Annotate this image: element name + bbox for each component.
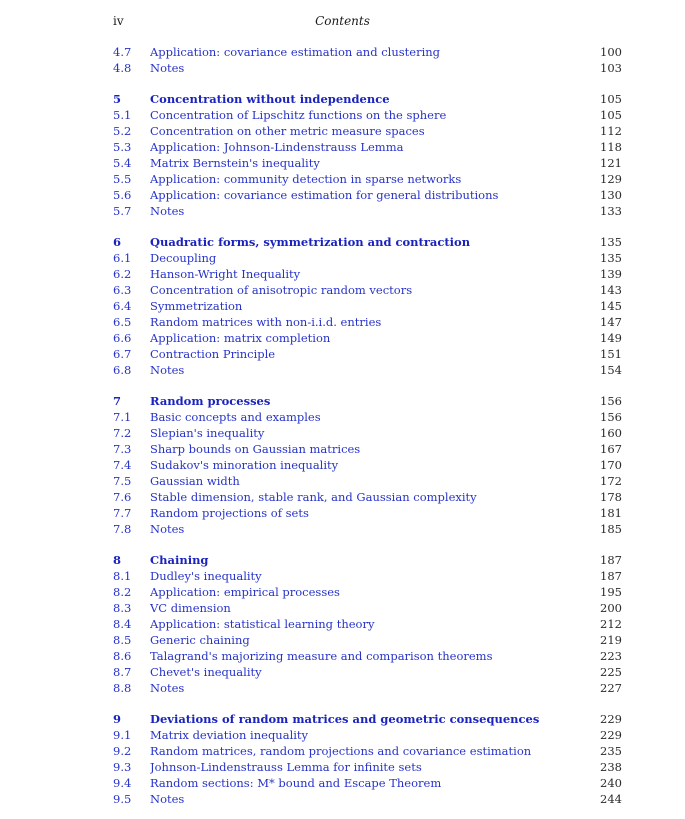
toc-entry[interactable] xyxy=(113,330,622,346)
toc-entry-title: Sudakov's minoration inequality xyxy=(150,458,339,472)
toc-entry-number: 8.2 xyxy=(113,585,132,599)
toc-entry-title: Concentration on other metric measure spaces xyxy=(150,124,425,138)
page-header-title: Contents xyxy=(315,14,370,28)
toc-entry-number: 8.6 xyxy=(113,649,132,663)
toc-entry[interactable] xyxy=(113,409,622,425)
toc-entry-page: 156 xyxy=(600,410,622,424)
toc-entry-number: 5 xyxy=(113,92,122,106)
toc-entry-page: 238 xyxy=(600,760,622,774)
toc-entry[interactable] xyxy=(113,489,622,505)
toc-entry-number: 8.5 xyxy=(113,633,132,647)
toc-entry-page: 154 xyxy=(600,363,622,377)
toc-entry-page: 135 xyxy=(600,235,622,249)
toc-entry-page: 147 xyxy=(600,315,622,329)
toc-entry-title: Decoupling xyxy=(150,251,217,265)
toc-entry-page: 139 xyxy=(600,267,622,281)
toc-entry[interactable] xyxy=(113,123,622,139)
toc-entry-title: Notes xyxy=(150,792,185,806)
toc-entry-number: 7.1 xyxy=(113,410,132,424)
toc-entry-page: 129 xyxy=(600,172,622,186)
toc-entry-number: 7.3 xyxy=(113,442,132,456)
toc-entry-page: 185 xyxy=(600,522,622,536)
toc-entry[interactable] xyxy=(113,346,622,362)
toc-entry-number: 5.7 xyxy=(113,204,132,218)
toc-entry-title: Slepian's inequality xyxy=(150,426,265,440)
toc-entry[interactable] xyxy=(113,632,622,648)
toc-entry[interactable] xyxy=(113,171,622,187)
toc-entry-page: 172 xyxy=(600,474,622,488)
toc-entry-page: 143 xyxy=(600,283,622,297)
toc-entry-title: Quadratic forms, symmetrization and contraction xyxy=(150,235,471,249)
toc-entry-page: 244 xyxy=(600,792,622,806)
toc-entry-title: Random processes xyxy=(150,394,271,408)
toc-entry-number: 4.8 xyxy=(113,61,132,75)
toc-entry[interactable] xyxy=(113,775,622,791)
toc-entry-page: 212 xyxy=(600,617,622,631)
toc-entry[interactable] xyxy=(113,107,622,123)
toc-entry-page: 200 xyxy=(600,601,622,615)
toc-entry-number: 8.4 xyxy=(113,617,132,631)
toc-entry[interactable] xyxy=(113,250,622,266)
toc-entry-number: 9.3 xyxy=(113,760,132,774)
toc-entry[interactable] xyxy=(113,298,622,314)
toc-entry-number: 5.2 xyxy=(113,124,132,138)
toc-entry-title: Talagrand's majorizing measure and comparison theorems xyxy=(150,649,493,663)
toc-entry[interactable] xyxy=(113,759,622,775)
toc-entry[interactable] xyxy=(113,791,622,807)
toc-entry[interactable] xyxy=(113,584,622,600)
toc-entry-title: Concentration of anisotropic random vectors xyxy=(150,283,413,297)
toc-entry-page: 187 xyxy=(600,553,622,567)
toc-list xyxy=(113,44,622,807)
toc-entry-number: 5.3 xyxy=(113,140,132,154)
toc-entry[interactable] xyxy=(113,680,622,696)
toc-entry[interactable] xyxy=(113,266,622,282)
toc-entry-number: 9.5 xyxy=(113,792,132,806)
toc-entry-title: Stable dimension, stable rank, and Gaussian complexity xyxy=(150,490,477,504)
toc-entry-title: Basic concepts and examples xyxy=(150,410,321,424)
toc-entry-page: 149 xyxy=(600,331,622,345)
running-head xyxy=(0,14,685,32)
toc-entry-page: 187 xyxy=(600,569,622,583)
toc-entry-title: Deviations of random matrices and geometric consequences xyxy=(150,712,540,726)
toc-entry-number: 8.1 xyxy=(113,569,132,583)
toc-entry-number: 6.8 xyxy=(113,363,132,377)
toc-entry-number: 9 xyxy=(113,712,122,726)
toc-entry-page: 130 xyxy=(600,188,622,202)
toc-entry-number: 9.1 xyxy=(113,728,132,742)
toc-entry[interactable] xyxy=(113,393,622,409)
toc-entry-title: Application: Johnson-Lindenstrauss Lemma xyxy=(150,140,404,154)
toc-entry-number: 9.4 xyxy=(113,776,132,790)
toc-entry[interactable] xyxy=(113,282,622,298)
toc-entry-title: Random matrices, random projections and covariance estimation xyxy=(150,744,532,758)
toc-entry-title: Johnson-Lindenstrauss Lemma for infinite sets xyxy=(150,760,422,774)
toc-entry-page: 103 xyxy=(600,61,622,75)
toc-entry-page: 133 xyxy=(600,204,622,218)
toc-entry-page: 225 xyxy=(600,665,622,679)
toc-entry-number: 8.8 xyxy=(113,681,132,695)
toc-entry-title: VC dimension xyxy=(150,601,231,615)
toc-entry-title: Application: community detection in sparse networks xyxy=(150,172,462,186)
toc-entry-number: 7.7 xyxy=(113,506,132,520)
toc-entry-number: 6.5 xyxy=(113,315,132,329)
toc-entry-title: Sharp bounds on Gaussian matrices xyxy=(150,442,361,456)
toc-entry-number: 7.8 xyxy=(113,522,132,536)
toc-entry-title: Random sections: M* bound and Escape Theorem xyxy=(150,776,442,790)
toc-entry-number: 9.2 xyxy=(113,744,132,758)
toc-entry-title: Application: empirical processes xyxy=(150,585,340,599)
toc-entry-title: Notes xyxy=(150,522,185,536)
toc-entry-title: Notes xyxy=(150,204,185,218)
toc-entry-title: Random matrices with non-i.i.d. entries xyxy=(150,315,382,329)
toc-entry-page: 219 xyxy=(600,633,622,647)
toc-entry-page: 223 xyxy=(600,649,622,663)
toc-entry-title: Generic chaining xyxy=(150,633,250,647)
toc-entry-page: 229 xyxy=(600,712,622,726)
toc-entry-page: 105 xyxy=(600,108,622,122)
toc-entry-page: 227 xyxy=(600,681,622,695)
toc-entry[interactable] xyxy=(113,457,622,473)
toc-entry-number: 8.3 xyxy=(113,601,132,615)
toc-entry-number: 7.2 xyxy=(113,426,132,440)
toc-entry-number: 5.4 xyxy=(113,156,132,170)
toc-entry-title: Application: covariance estimation for general distributions xyxy=(150,188,499,202)
toc-entry[interactable] xyxy=(113,552,622,568)
toc-entry[interactable] xyxy=(113,187,622,203)
toc-entry-number: 6.2 xyxy=(113,267,132,281)
toc-entry-number: 6.6 xyxy=(113,331,132,345)
toc-entry[interactable] xyxy=(113,60,622,76)
toc-entry-page: 229 xyxy=(600,728,622,742)
toc-entry[interactable] xyxy=(113,727,622,743)
toc-entry[interactable] xyxy=(113,711,622,727)
toc-entry-page: 145 xyxy=(600,299,622,313)
toc-entry[interactable] xyxy=(113,203,622,219)
toc-entry[interactable] xyxy=(113,743,622,759)
toc-entry-number: 5.1 xyxy=(113,108,132,122)
toc-entry-title: Notes xyxy=(150,681,185,695)
toc-entry[interactable] xyxy=(113,616,622,632)
toc-entry[interactable] xyxy=(113,441,622,457)
toc-entry-title: Matrix deviation inequality xyxy=(150,728,309,742)
toc-entry-page: 240 xyxy=(600,776,622,790)
toc-entry-title: Chaining xyxy=(150,553,209,567)
toc-entry[interactable] xyxy=(113,139,622,155)
toc-entry-number: 7.5 xyxy=(113,474,132,488)
toc-entry-number: 7 xyxy=(113,394,122,408)
toc-entry-title: Contraction Principle xyxy=(150,347,276,361)
toc-entry-title: Notes xyxy=(150,61,185,75)
toc-entry-page: 105 xyxy=(600,92,622,106)
toc-entry-number: 6 xyxy=(113,235,122,249)
toc-entry-number: 6.1 xyxy=(113,251,132,265)
toc-entry[interactable] xyxy=(113,600,622,616)
toc-entry-title: Matrix Bernstein's inequality xyxy=(150,156,320,170)
toc-entry-number: 6.4 xyxy=(113,299,132,313)
toc-entry-page: 135 xyxy=(600,251,622,265)
toc-entry[interactable] xyxy=(113,648,622,664)
toc-entry-page: 151 xyxy=(600,347,622,361)
toc-entry-title: Application: statistical learning theory xyxy=(150,617,375,631)
toc-entry[interactable] xyxy=(113,664,622,680)
toc-entry-title: Random projections of sets xyxy=(150,506,309,520)
toc-entry-title: Notes xyxy=(150,363,185,377)
toc-entry-number: 6.7 xyxy=(113,347,132,361)
toc-entry-page: 156 xyxy=(600,394,622,408)
toc-entry-title: Concentration without independence xyxy=(150,92,390,106)
toc-entry[interactable] xyxy=(113,155,622,171)
toc-entry-number: 8.7 xyxy=(113,665,132,679)
toc-entry-title: Dudley's inequality xyxy=(150,569,262,583)
toc-entry-page: 235 xyxy=(600,744,622,758)
toc-entry-title: Chevet's inequality xyxy=(150,665,262,679)
toc-entry-page: 118 xyxy=(600,140,622,154)
toc-entry-number: 4.7 xyxy=(113,45,132,59)
toc-entry[interactable] xyxy=(113,568,622,584)
toc-entry-page: 160 xyxy=(600,426,622,440)
toc-entry-page: 167 xyxy=(600,442,622,456)
toc-entry-page: 178 xyxy=(600,490,622,504)
toc-entry-number: 7.4 xyxy=(113,458,132,472)
toc-entry-number: 5.6 xyxy=(113,188,132,202)
toc-entry-page: 112 xyxy=(600,124,622,138)
toc-entry[interactable] xyxy=(113,91,622,107)
toc-entry-page: 121 xyxy=(600,156,622,170)
page-folio: iv xyxy=(113,14,124,28)
toc-entry-number: 6.3 xyxy=(113,283,132,297)
toc-entry-number: 7.6 xyxy=(113,490,132,504)
toc-entry-title: Hanson-Wright Inequality xyxy=(150,267,301,281)
toc-entry-title: Application: matrix completion xyxy=(150,331,331,345)
toc-entry-page: 181 xyxy=(600,506,622,520)
toc-entry-number: 5.5 xyxy=(113,172,132,186)
toc-entry-title: Application: covariance estimation and clustering xyxy=(150,45,441,59)
toc-entry-page: 100 xyxy=(600,45,622,59)
toc-entry[interactable] xyxy=(113,425,622,441)
toc-entry[interactable] xyxy=(113,521,622,537)
toc-entry-page: 170 xyxy=(600,458,622,472)
toc-entry-page: 195 xyxy=(600,585,622,599)
toc-entry[interactable] xyxy=(113,44,622,60)
toc-entry-title: Gaussian width xyxy=(150,474,240,488)
toc-entry[interactable] xyxy=(113,473,622,489)
toc-entry-number: 8 xyxy=(113,553,122,567)
toc-entry[interactable] xyxy=(113,314,622,330)
toc-entry[interactable] xyxy=(113,234,622,250)
toc-entry-title: Concentration of Lipschitz functions on the sphere xyxy=(150,108,447,122)
toc-entry-title: Symmetrization xyxy=(150,299,243,313)
toc-entry[interactable] xyxy=(113,362,622,378)
toc-entry[interactable] xyxy=(113,505,622,521)
